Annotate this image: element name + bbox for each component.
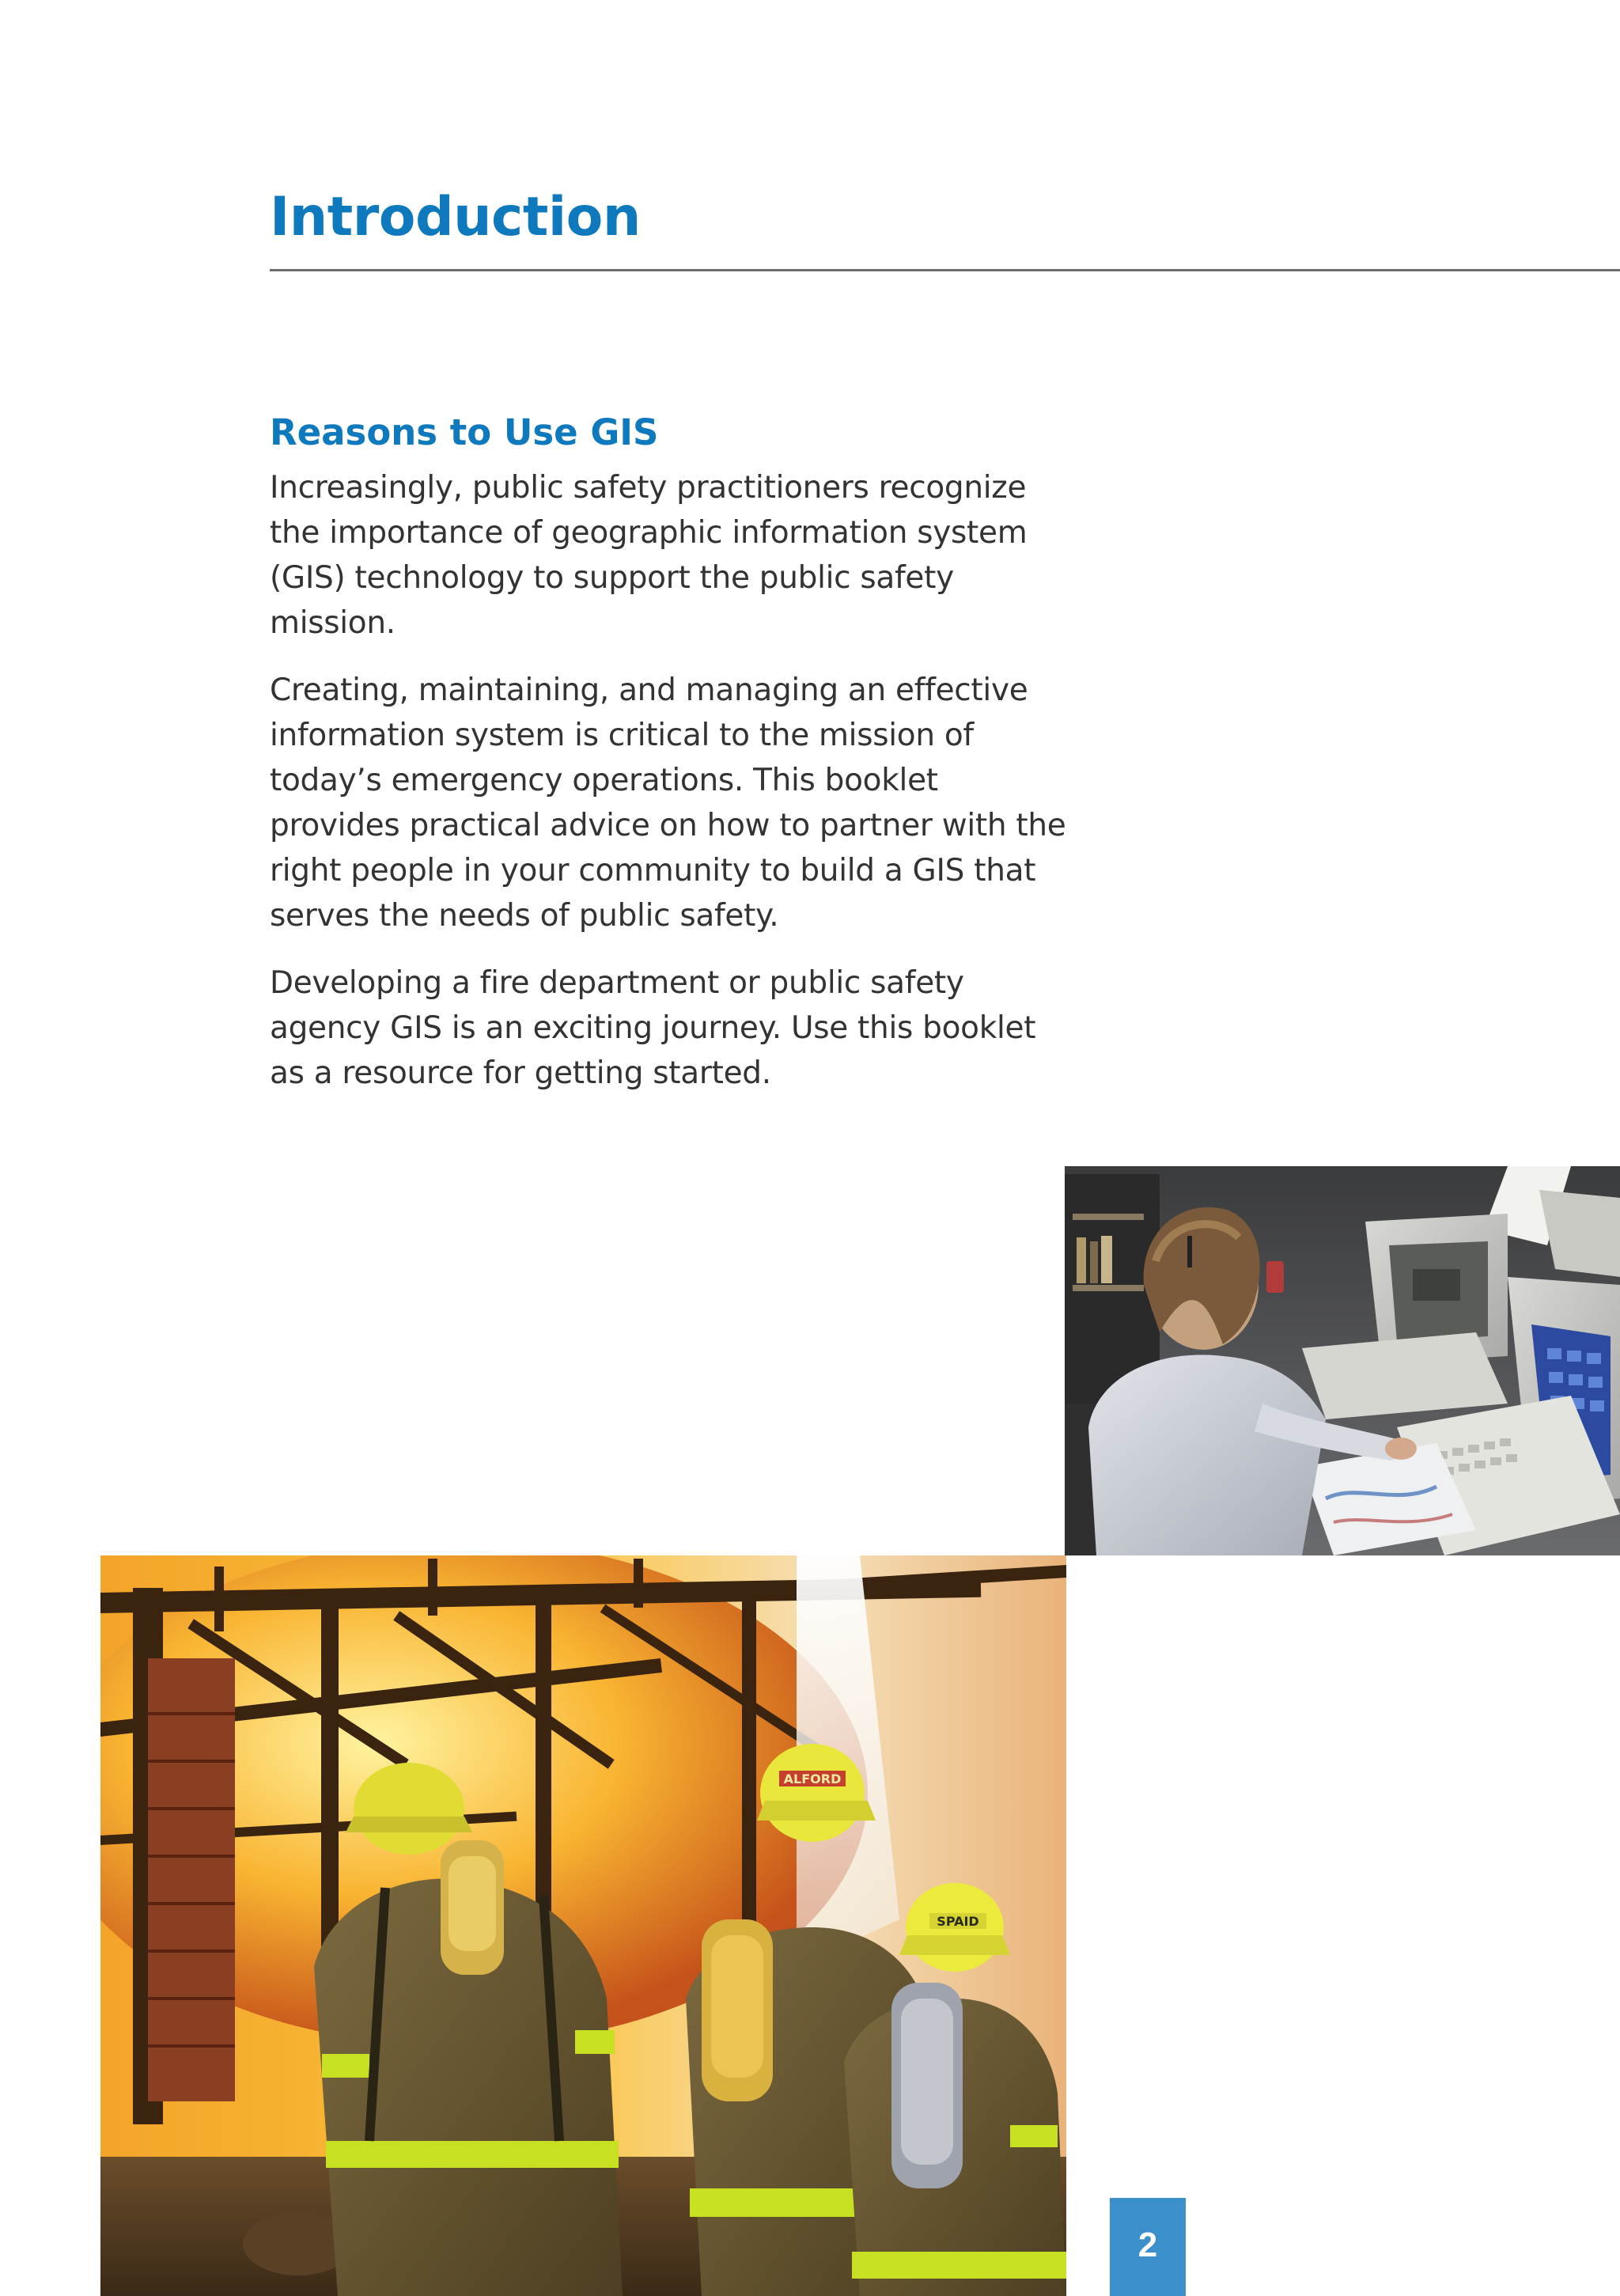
body-paragraph-1: Increasingly, public safety practitioners recognize the importance of geographic information system (GIS) technology to support the public safety mission. [270, 470, 1028, 641]
helmet-label-spaid: SPAID [937, 1914, 979, 1929]
dispatcher-photo [1065, 1166, 1620, 1555]
firefighters-photo [100, 1555, 1066, 2296]
body-paragraph-2: Creating, maintaining, and managing an effective information system is critical to the mission of today’s emergency operations. This booklet provides practical advice on how to partner with the right people in your community to build a GIS that serves the needs of public safety. [270, 673, 1066, 934]
helmet-label-alford: ALFORD [783, 1771, 842, 1786]
section-heading: Reasons to Use GIS [270, 411, 659, 453]
page-title: Introduction [270, 186, 641, 248]
body-paragraph-3: Developing a fire department or public safety agency GIS is an exciting journey. Use this booklet as a resource for getting started. [270, 965, 1036, 1091]
firefighters-photo-image [100, 1555, 1066, 2296]
title-divider [270, 269, 1620, 271]
page-number: 2 [1110, 2198, 1186, 2296]
dispatcher-photo-image [1065, 1166, 1620, 1555]
intro-section [270, 411, 1077, 1118]
